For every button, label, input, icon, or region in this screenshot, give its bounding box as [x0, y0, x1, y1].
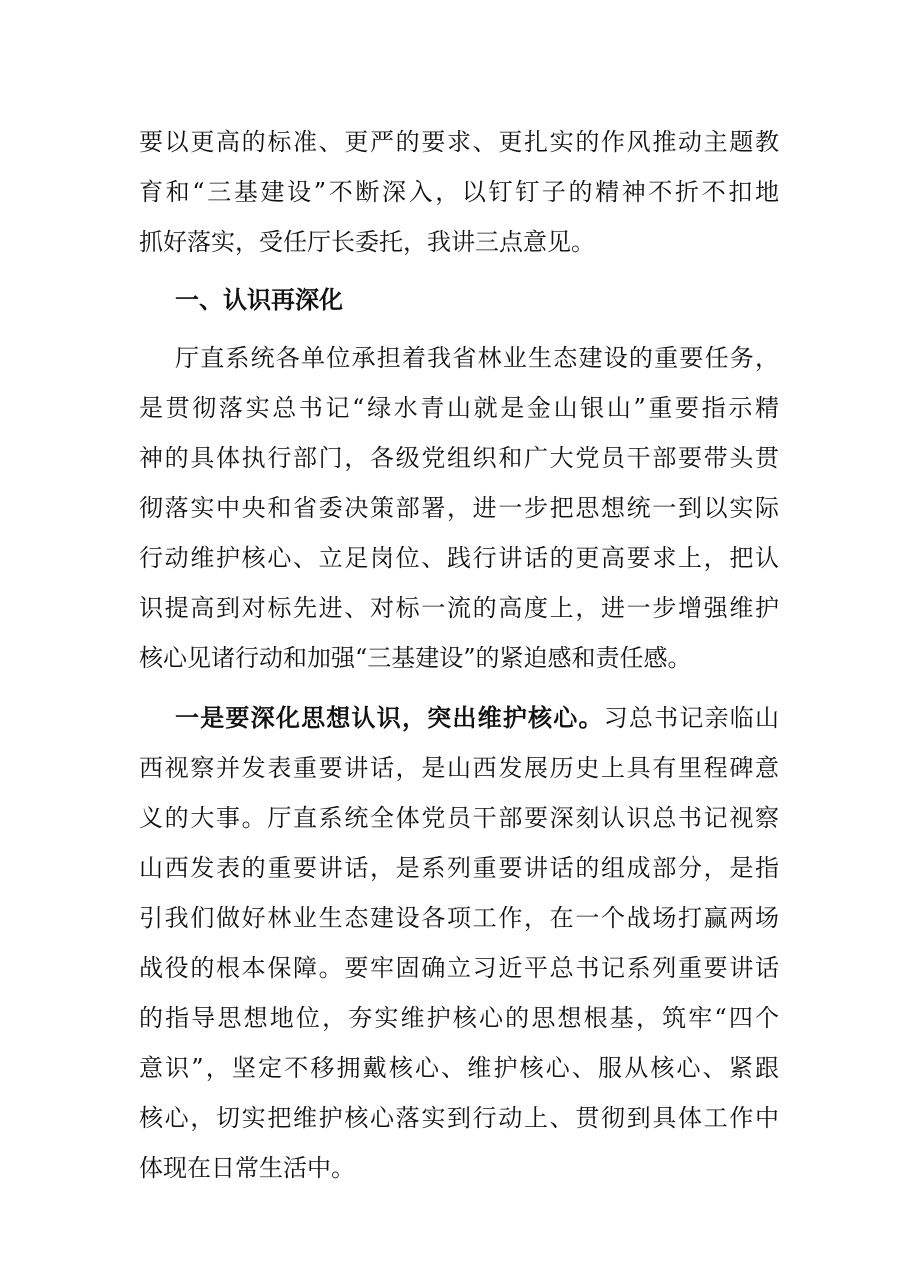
para1-line-6: 识提高到对标先进、对标一流的高度上，进一步增强维护	[139, 594, 779, 622]
para2-bold-lead: 一是要深化思想认识，突出维护核心。	[175, 703, 604, 732]
para2-line-2: 西视察并发表重要讲话，是山西发展历史上具有里程碑意	[139, 754, 779, 782]
para2-line-5: 引我们做好林业生态建设各项工作，在一个战场打赢两场	[139, 904, 779, 932]
para1-line-1: 厅直系统各单位承担着我省林业生态建设的重要任务，	[175, 344, 779, 372]
para2-line-6: 战役的根本保障。要牢固确立习近平总书记系列重要讲话	[139, 954, 779, 982]
para2-line-7: 的指导思想地位，夯实维护核心的思想根基，筑牢“四个	[139, 1004, 779, 1032]
section-heading: 一、认识再深化	[175, 285, 343, 314]
para2-line-3: 义的大事。厅直系统全体党员干部要深刻认识总书记视察	[139, 804, 779, 832]
para2-line-4: 山西发表的重要讲话，是系列重要讲话的组成部分，是指	[139, 854, 779, 882]
para2-line-1	[175, 703, 779, 733]
para2-line-9: 核心，切实把维护核心落实到行动上、贯彻到具体工作中	[139, 1104, 779, 1132]
para1-line-3: 神的具体执行部门，各级党组织和广大党员干部要带头贯	[139, 444, 779, 472]
intro-line-2: 育和“三基建设”不断深入，以钉钉子的精神不折不扣地	[139, 178, 779, 206]
para1-line-2: 是贯彻落实总书记“绿水青山就是金山银山”重要指示精	[139, 394, 779, 422]
para1-line-7: 核心见诸行动和加强“三基建设”的紧迫感和责任感。	[139, 644, 692, 672]
intro-line-3: 抓好落实，受任厅长委托，我讲三点意见。	[139, 228, 595, 256]
para1-line-5: 行动维护核心、立足岗位、践行讲话的更高要求上，把认	[139, 544, 779, 572]
intro-line-1: 要以更高的标准、更严的要求、更扎实的作风推动主题教	[139, 128, 779, 156]
para2-line-10: 体现在日常生活中。	[139, 1154, 355, 1182]
para1-line-4: 彻落实中央和省委决策部署，进一步把思想统一到以实际	[139, 494, 779, 522]
para2-line-8: 意识”，坚定不移拥戴核心、维护核心、服从核心、紧跟	[139, 1054, 779, 1082]
para2-first-rest: 习总书记亲临山	[603, 704, 780, 732]
